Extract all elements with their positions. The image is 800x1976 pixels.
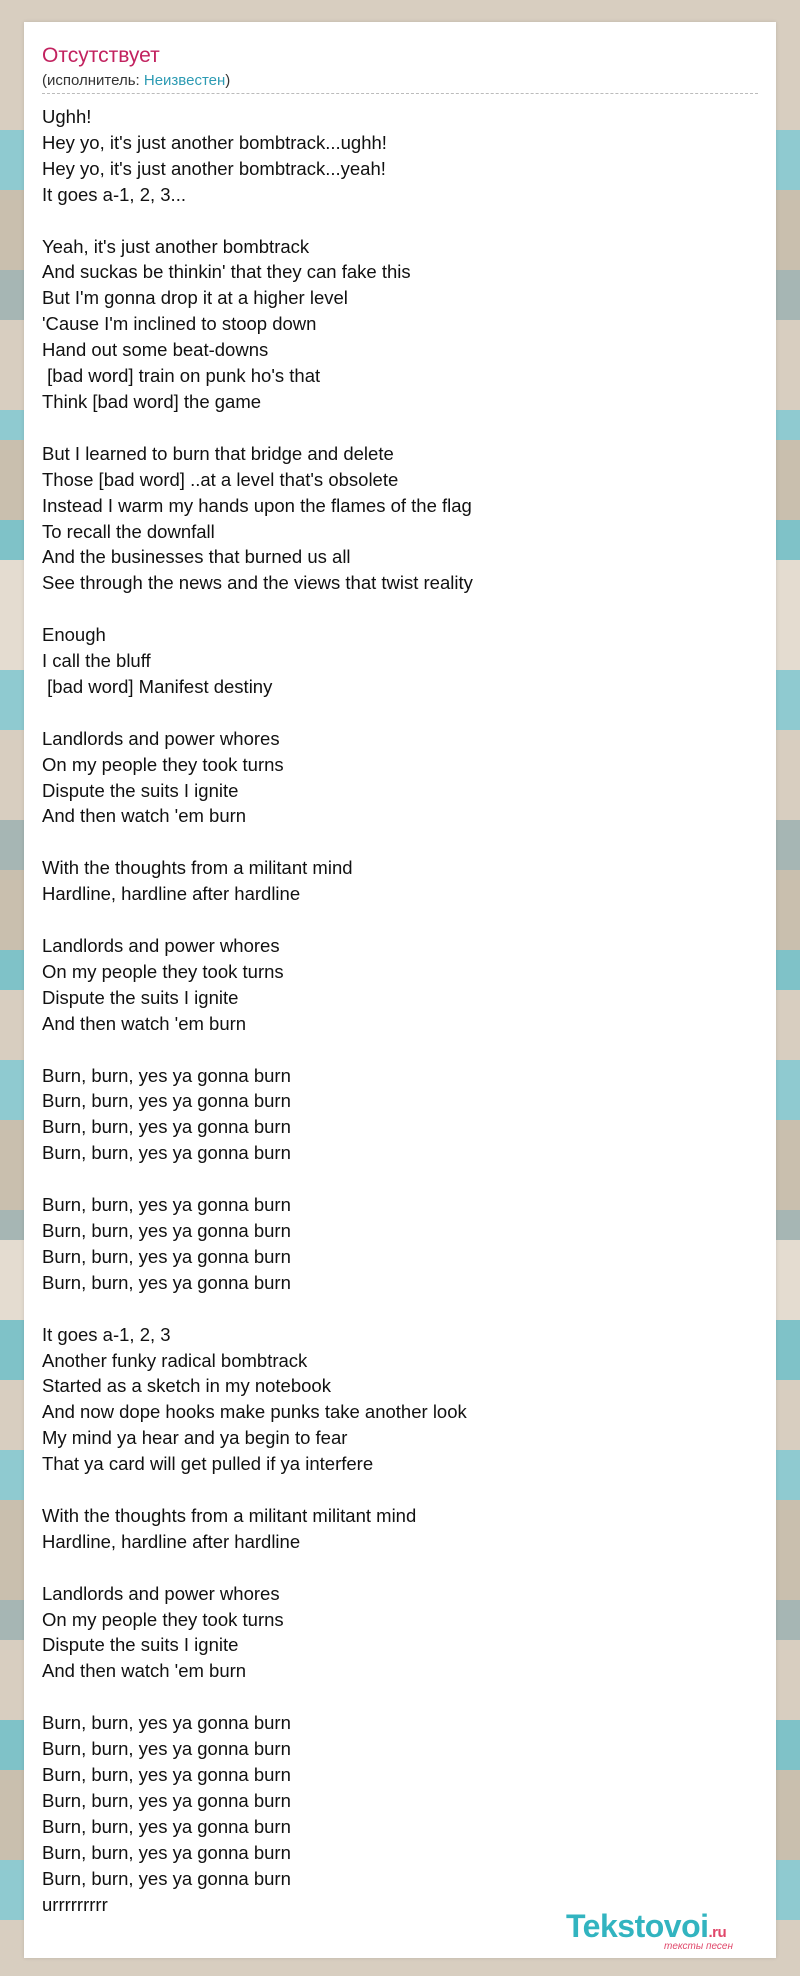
logo-main-text: Tekstovoi <box>566 1908 709 1944</box>
lyrics-blank-line <box>42 907 762 933</box>
lyrics-line: It goes a-1, 2, 3 <box>42 1323 171 1345</box>
lyrics-line: 'Cause I'm inclined to stoop down <box>42 313 317 335</box>
lyrics-line: Started as a sketch in my notebook <box>42 1375 331 1397</box>
lyrics-line: Burn, burn, yes ya gonna burn <box>42 1194 291 1216</box>
lyrics-line: Burn, burn, yes ya gonna burn <box>42 1090 291 1112</box>
lyrics-blank-line <box>42 1555 762 1581</box>
logo-tagline: тексты песен <box>664 1941 733 1952</box>
song-title: Отсутствует <box>42 44 160 67</box>
lyrics-blank-line <box>42 415 762 441</box>
lyrics-line: But I learned to burn that bridge and delete <box>42 442 394 464</box>
lyrics-line: Burn, burn, yes ya gonna burn <box>42 1245 291 1267</box>
lyrics-card <box>24 22 776 1958</box>
lyrics-line: Burn, burn, yes ya gonna burn <box>42 1841 291 1863</box>
lyrics-line: And then watch 'em burn <box>42 1660 247 1682</box>
lyrics-line: Burn, burn, yes ya gonna burn <box>42 1219 291 1241</box>
lyrics-line: Burn, burn, yes ya gonna burn <box>42 1789 291 1811</box>
lyrics-line: Hey yo, it's just another bombtrack...ughh! <box>42 131 387 153</box>
lyrics-line: Enough <box>42 624 106 646</box>
lyrics-line: Another funky radical bombtrack <box>42 1349 308 1371</box>
lyrics-line: It goes a-1, 2, 3... <box>42 183 186 205</box>
lyrics-line: Hey yo, it's just another bombtrack...yeah! <box>42 157 386 179</box>
lyrics-line: Dispute the suits I ignite <box>42 986 239 1008</box>
lyrics-line: And now dope hooks make punks take another look <box>42 1401 467 1423</box>
lyrics-blank-line <box>42 1684 762 1710</box>
artist-link[interactable]: Неизвестен <box>143 72 226 89</box>
lyrics-line: Hardline, hardline after hardline <box>42 1530 301 1552</box>
lyrics-line: Burn, burn, yes ya gonna burn <box>42 1764 291 1785</box>
lyrics-line: urrrrrrrrr <box>42 1893 108 1915</box>
lyrics-line: And then watch 'em burn <box>42 1012 247 1034</box>
lyrics-line: That ya card will get pulled if ya interfere <box>42 1453 374 1475</box>
lyrics-line: And then watch 'em burn <box>42 805 247 827</box>
artist-line <box>42 72 230 89</box>
artist-suffix: ) <box>225 72 231 89</box>
lyrics-line: Yeah, it's just another bombtrack <box>42 235 310 257</box>
lyrics-line: Hardline, hardline after hardline <box>42 883 301 905</box>
lyrics-line: On my people they took turns <box>42 1608 284 1630</box>
lyrics-line: Burn, burn, yes ya gonna burn <box>42 1815 291 1837</box>
lyrics-line: On my people they took turns <box>42 960 284 982</box>
lyrics-line: Burn, burn, yes ya gonna burn <box>42 1867 291 1889</box>
lyrics-blank-line <box>42 596 762 622</box>
lyrics-line: I call the bluff <box>42 650 151 672</box>
lyrics-text <box>42 104 762 1917</box>
logo-tld: .ru <box>708 1924 727 1941</box>
lyrics-line: Burn, burn, yes ya gonna burn <box>42 1064 291 1086</box>
lyrics-line: Burn, burn, yes ya gonna burn <box>42 1271 291 1293</box>
site-logo[interactable] <box>566 1908 766 1952</box>
lyrics-line: And the businesses that burned us all <box>42 546 351 568</box>
lyrics-line: Landlords and power whores <box>42 727 280 749</box>
lyrics-line: [bad word] train on punk ho's that <box>42 365 321 387</box>
lyrics-line: On my people they took turns <box>42 753 284 775</box>
lyrics-blank-line <box>42 829 762 855</box>
lyrics-line: And suckas be thinkin' that they can fake this <box>42 261 411 283</box>
lyrics-line: Dispute the suits I ignite <box>42 779 239 801</box>
lyrics-line: See through the news and the views that twist reality <box>42 572 473 594</box>
lyrics-line: Those [bad word] ..at a level that's obsolete <box>42 468 399 490</box>
lyrics-line: Burn, burn, yes ya gonna burn <box>42 1116 291 1138</box>
lyrics-blank-line <box>42 700 762 726</box>
lyrics-line: Instead I warm my hands upon the flames of the flag <box>42 494 472 516</box>
lyrics-line: With the thoughts from a militant mind <box>42 857 353 879</box>
lyrics-line: Burn, burn, yes ya gonna burn <box>42 1738 291 1760</box>
lyrics-blank-line <box>42 1296 762 1322</box>
lyrics-line: Think [bad word] the game <box>42 390 262 412</box>
lyrics-blank-line <box>42 1477 762 1503</box>
lyrics-blank-line <box>42 1037 762 1063</box>
lyrics-line: To recall the downfall <box>42 520 215 542</box>
lyrics-line: But I'm gonna drop it at a higher level <box>42 287 348 309</box>
lyrics-line: [bad word] Manifest destiny <box>42 675 273 697</box>
lyrics-line: Burn, burn, yes ya gonna burn <box>42 1712 291 1734</box>
lyrics-line: Hand out some beat-downs <box>42 339 269 361</box>
lyrics-line: Landlords and power whores <box>42 1582 280 1604</box>
artist-prefix: (исполнитель: <box>42 72 144 89</box>
lyrics-line: With the thoughts from a militant militant mind <box>42 1504 417 1526</box>
lyrics-line: Burn, burn, yes ya gonna burn <box>42 1142 291 1164</box>
lyrics-line: Landlords and power whores <box>42 935 280 956</box>
lyrics-line: My mind ya hear and ya begin to fear <box>42 1427 348 1449</box>
lyrics-line: Ughh! <box>42 106 92 127</box>
header-divider <box>42 93 758 94</box>
lyrics-blank-line <box>42 208 762 234</box>
lyrics-line: Dispute the suits I ignite <box>42 1634 239 1656</box>
lyrics-blank-line <box>42 1166 762 1192</box>
